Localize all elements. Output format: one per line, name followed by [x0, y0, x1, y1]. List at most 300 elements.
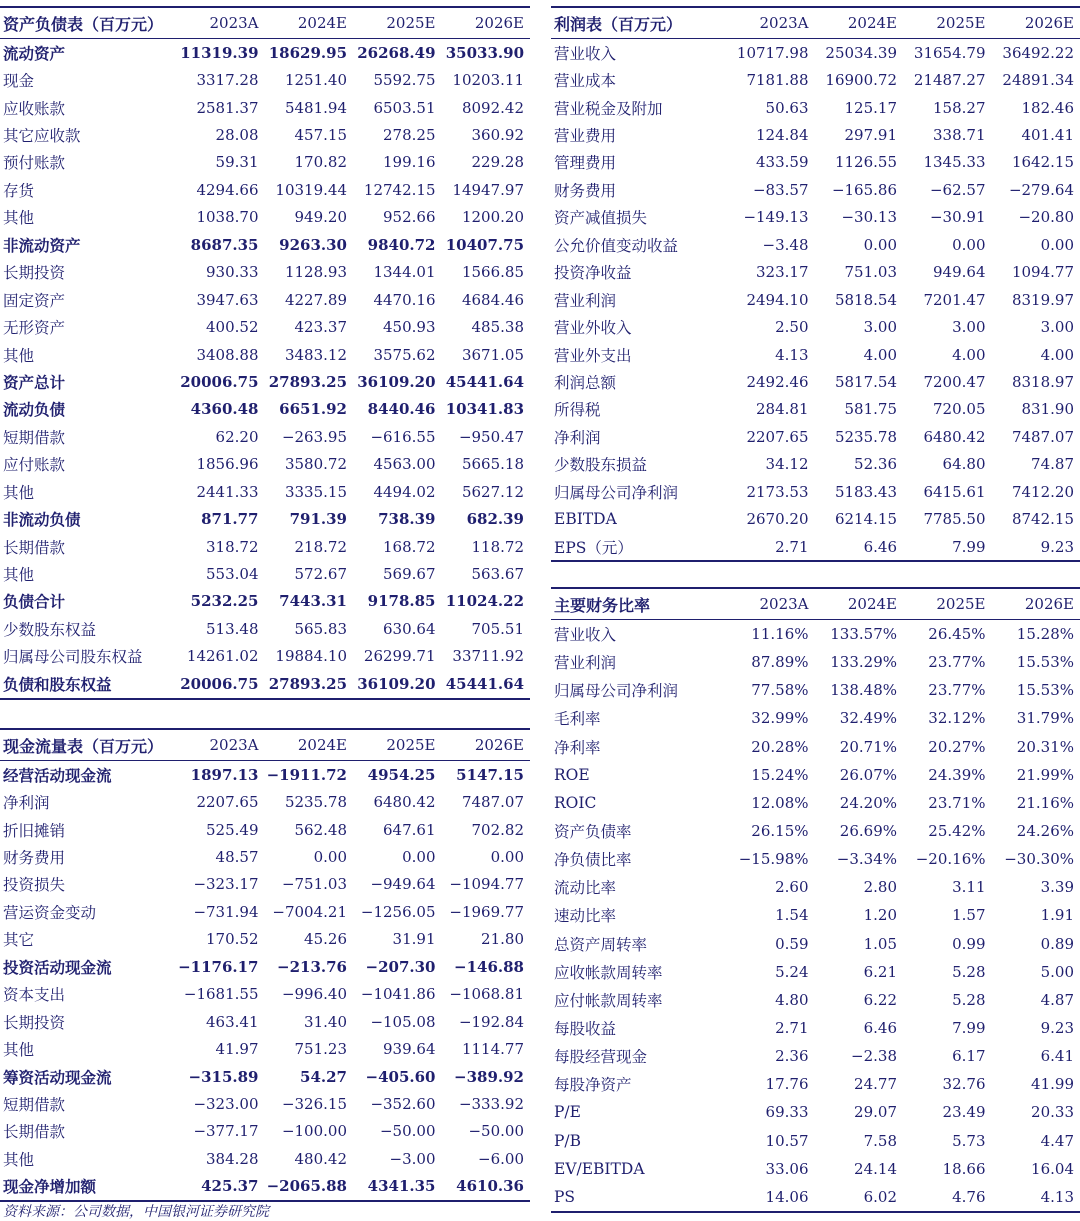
value-cell: 7.99 [903, 1014, 992, 1042]
value-cell: 2.60 [726, 873, 815, 901]
table-row [551, 873, 1080, 901]
value-cell: 18629.95 [265, 39, 354, 67]
balance-sheet-grid [0, 6, 530, 700]
value-cell: 6503.51 [353, 94, 442, 121]
value-cell: 6480.42 [903, 423, 992, 450]
value-cell: 29.07 [815, 1098, 904, 1126]
row-label: EBITDA [551, 505, 726, 532]
value-cell: 11.16% [726, 620, 815, 649]
value-cell: 2207.65 [176, 788, 265, 815]
value-cell: 5481.94 [265, 94, 354, 121]
value-cell: −1911.72 [265, 761, 354, 789]
table-row [0, 670, 530, 698]
row-label: 营业外收入 [551, 313, 726, 340]
value-cell: 74.87 [992, 451, 1080, 478]
value-cell: 32.49% [815, 704, 904, 732]
value-cell: 8319.97 [992, 286, 1080, 313]
table-row [551, 149, 1080, 176]
value-cell: −7004.21 [265, 898, 354, 925]
value-cell: −1681.55 [176, 981, 265, 1008]
year-header: 2026E [442, 7, 531, 39]
value-cell: 18.66 [903, 1155, 992, 1183]
value-cell: 4.00 [903, 341, 992, 368]
value-cell: 3408.88 [176, 341, 265, 368]
value-cell: 1.54 [726, 901, 815, 929]
value-cell: 871.77 [176, 505, 265, 532]
table-row [0, 231, 530, 258]
value-cell: 425.37 [176, 1173, 265, 1201]
table-row [551, 704, 1080, 732]
value-cell: −20.16% [903, 845, 992, 873]
row-label: EPS（元） [551, 533, 726, 561]
value-cell: 5818.54 [815, 286, 904, 313]
value-cell: 77.58% [726, 676, 815, 704]
table-row [0, 286, 530, 313]
value-cell: 5235.78 [815, 423, 904, 450]
year-header: 2024E [815, 7, 904, 39]
financial-ratios-grid [551, 587, 1080, 1213]
value-cell: 3575.62 [353, 341, 442, 368]
value-cell: 0.59 [726, 930, 815, 958]
value-cell: 553.04 [176, 560, 265, 587]
value-cell: 5.00 [992, 958, 1080, 986]
header-row [551, 7, 1080, 39]
value-cell: 24.26% [992, 817, 1080, 845]
value-cell: 64.80 [903, 451, 992, 478]
value-cell: 1856.96 [176, 451, 265, 478]
value-cell: 7785.50 [903, 505, 992, 532]
value-cell: 5235.78 [265, 788, 354, 815]
value-cell: 4.80 [726, 986, 815, 1014]
value-cell: 62.20 [176, 423, 265, 450]
value-cell: 41.97 [176, 1035, 265, 1062]
value-cell: 6214.15 [815, 505, 904, 532]
row-label: 流动资产 [0, 39, 176, 67]
row-label: 存货 [0, 176, 176, 203]
row-label: 净利润 [551, 423, 726, 450]
row-label: 筹资活动现金流 [0, 1063, 176, 1090]
value-cell: 23.77% [903, 676, 992, 704]
table-row [551, 1042, 1080, 1070]
value-cell: −3.34% [815, 845, 904, 873]
value-cell: −389.92 [442, 1063, 531, 1090]
value-cell: −149.13 [726, 204, 815, 231]
value-cell: 2.50 [726, 313, 815, 340]
value-cell: −20.80 [992, 204, 1080, 231]
value-cell: 682.39 [442, 505, 531, 532]
row-label: 现金 [0, 66, 176, 93]
value-cell: 5.28 [903, 986, 992, 1014]
row-label: 毛利率 [551, 704, 726, 732]
table-row [551, 423, 1080, 450]
value-cell: 4.00 [992, 341, 1080, 368]
value-cell: −333.92 [442, 1090, 531, 1117]
value-cell: −1068.81 [442, 981, 531, 1008]
value-cell: 0.00 [442, 843, 531, 870]
value-cell: 21.80 [442, 926, 531, 953]
table-row [0, 396, 530, 423]
table-row [0, 368, 530, 395]
value-cell: 581.75 [815, 396, 904, 423]
value-cell: 1251.40 [265, 66, 354, 93]
table-row [0, 1035, 530, 1062]
row-label: 其他 [0, 1145, 176, 1172]
row-label: 投资净收益 [551, 259, 726, 286]
row-label: 其他 [0, 478, 176, 505]
value-cell: 6.21 [815, 958, 904, 986]
value-cell: 2494.10 [726, 286, 815, 313]
value-cell: 32.99% [726, 704, 815, 732]
table-row [0, 761, 530, 789]
value-cell: 158.27 [903, 94, 992, 121]
value-cell: 4954.25 [353, 761, 442, 789]
table-row [551, 817, 1080, 845]
value-cell: 10203.11 [442, 66, 531, 93]
row-label: 公允价值变动收益 [551, 231, 726, 258]
row-label: 资产减值损失 [551, 204, 726, 231]
value-cell: −1094.77 [442, 871, 531, 898]
table-row [551, 39, 1080, 67]
value-cell: 10341.83 [442, 396, 531, 423]
table-row [551, 1155, 1080, 1183]
value-cell: 1200.20 [442, 204, 531, 231]
value-cell: 3947.63 [176, 286, 265, 313]
value-cell: 1038.70 [176, 204, 265, 231]
header-row [551, 588, 1080, 620]
value-cell: 36109.20 [353, 368, 442, 395]
value-cell: 5592.75 [353, 66, 442, 93]
row-label: 现金净增加额 [0, 1173, 176, 1201]
row-label: 其它 [0, 926, 176, 953]
value-cell: 647.61 [353, 816, 442, 843]
table-row [551, 478, 1080, 505]
value-cell: 3580.72 [265, 451, 354, 478]
year-header: 2026E [442, 729, 531, 761]
value-cell: 720.05 [903, 396, 992, 423]
value-cell: 2.71 [726, 533, 815, 561]
value-cell: 0.00 [265, 843, 354, 870]
table-row [551, 341, 1080, 368]
value-cell: 14261.02 [176, 643, 265, 670]
value-cell: −3.48 [726, 231, 815, 258]
table-row [0, 560, 530, 587]
value-cell: 24.20% [815, 789, 904, 817]
value-cell: 138.48% [815, 676, 904, 704]
row-label: 净负债比率 [551, 845, 726, 873]
value-cell: 949.20 [265, 204, 354, 231]
value-cell: 0.00 [353, 843, 442, 870]
value-cell: 433.59 [726, 149, 815, 176]
value-cell: 32.76 [903, 1070, 992, 1098]
table-row [551, 313, 1080, 340]
value-cell: 45441.64 [442, 368, 531, 395]
value-cell: −83.57 [726, 176, 815, 203]
table-row [0, 259, 530, 286]
table-row [0, 341, 530, 368]
year-header: 2026E [992, 7, 1080, 39]
value-cell: 9840.72 [353, 231, 442, 258]
value-cell: 1.05 [815, 930, 904, 958]
table-row [0, 121, 530, 148]
value-cell: −6.00 [442, 1145, 531, 1172]
value-cell: −996.40 [265, 981, 354, 1008]
value-cell: −2.38 [815, 1042, 904, 1070]
value-cell: 338.71 [903, 121, 992, 148]
row-label: 投资损失 [0, 871, 176, 898]
value-cell: 1.91 [992, 901, 1080, 929]
value-cell: 7181.88 [726, 66, 815, 93]
value-cell: 4470.16 [353, 286, 442, 313]
value-cell: 1114.77 [442, 1035, 531, 1062]
value-cell: 10319.44 [265, 176, 354, 203]
value-cell: 3671.05 [442, 341, 531, 368]
value-cell: 565.83 [265, 615, 354, 642]
value-cell: 3.00 [903, 313, 992, 340]
value-cell: 6.41 [992, 1042, 1080, 1070]
value-cell: −146.88 [442, 953, 531, 980]
value-cell: 5232.25 [176, 588, 265, 615]
value-cell: 20.28% [726, 733, 815, 761]
table-row [0, 1118, 530, 1145]
value-cell: 3.00 [992, 313, 1080, 340]
row-label: 每股收益 [551, 1014, 726, 1042]
table-row [551, 505, 1080, 532]
value-cell: −100.00 [265, 1118, 354, 1145]
value-cell: 19884.10 [265, 643, 354, 670]
value-cell: −50.00 [353, 1118, 442, 1145]
header-row [0, 729, 530, 761]
row-label: 少数股东损益 [551, 451, 726, 478]
value-cell: 1094.77 [992, 259, 1080, 286]
year-header: 2025E [903, 588, 992, 620]
row-label: P/B [551, 1127, 726, 1155]
value-cell: −207.30 [353, 953, 442, 980]
table-row [551, 761, 1080, 789]
table-row [0, 926, 530, 953]
table-title: 主要财务比率 [551, 588, 726, 620]
table-row [551, 204, 1080, 231]
table-row [0, 816, 530, 843]
row-label: 营业利润 [551, 648, 726, 676]
table-row [0, 953, 530, 980]
value-cell: 33711.92 [442, 643, 531, 670]
row-label: 速动比率 [551, 901, 726, 929]
table-row [0, 1063, 530, 1090]
table-row [551, 845, 1080, 873]
value-cell: 11319.39 [176, 39, 265, 67]
value-cell: 7443.31 [265, 588, 354, 615]
row-label: P/E [551, 1098, 726, 1126]
cash-flow-table [0, 728, 530, 1202]
value-cell: 6.46 [815, 533, 904, 561]
year-header: 2023A [726, 7, 815, 39]
row-label: 固定资产 [0, 286, 176, 313]
row-label: 所得税 [551, 396, 726, 423]
value-cell: 23.71% [903, 789, 992, 817]
value-cell: 16.04 [992, 1155, 1080, 1183]
value-cell: 41.99 [992, 1070, 1080, 1098]
value-cell: 10407.75 [442, 231, 531, 258]
value-cell: 5147.15 [442, 761, 531, 789]
value-cell: 9263.30 [265, 231, 354, 258]
value-cell: 318.72 [176, 533, 265, 560]
row-label: 少数股东权益 [0, 615, 176, 642]
value-cell: 513.48 [176, 615, 265, 642]
value-cell: 170.82 [265, 149, 354, 176]
value-cell: 0.99 [903, 930, 992, 958]
table-row [0, 898, 530, 925]
value-cell: 20.27% [903, 733, 992, 761]
value-cell: 738.39 [353, 505, 442, 532]
table-row [0, 1173, 530, 1201]
value-cell: 52.36 [815, 451, 904, 478]
value-cell: 791.39 [265, 505, 354, 532]
value-cell: 2207.65 [726, 423, 815, 450]
value-cell: 12742.15 [353, 176, 442, 203]
value-cell: 199.16 [353, 149, 442, 176]
table-row [551, 1098, 1080, 1126]
value-cell: 4.47 [992, 1127, 1080, 1155]
value-cell: −323.17 [176, 871, 265, 898]
value-cell: 24.14 [815, 1155, 904, 1183]
table-row [551, 1127, 1080, 1155]
value-cell: 20006.75 [176, 368, 265, 395]
value-cell: 118.72 [442, 533, 531, 560]
value-cell: 2492.46 [726, 368, 815, 395]
value-cell: 87.89% [726, 648, 815, 676]
value-cell: −279.64 [992, 176, 1080, 203]
value-cell: 2.80 [815, 873, 904, 901]
row-label: 营业成本 [551, 66, 726, 93]
value-cell: 125.17 [815, 94, 904, 121]
value-cell: 8687.35 [176, 231, 265, 258]
row-label: PS [551, 1183, 726, 1212]
row-label: 其他 [0, 204, 176, 231]
value-cell: 5183.43 [815, 478, 904, 505]
value-cell: 3483.12 [265, 341, 354, 368]
value-cell: −326.15 [265, 1090, 354, 1117]
value-cell: 4.87 [992, 986, 1080, 1014]
value-cell: −30.13 [815, 204, 904, 231]
value-cell: 25.42% [903, 817, 992, 845]
value-cell: 26.07% [815, 761, 904, 789]
value-cell: 563.67 [442, 560, 531, 587]
table-row [551, 176, 1080, 203]
value-cell: 952.66 [353, 204, 442, 231]
value-cell: 9.23 [992, 533, 1080, 561]
row-label: 长期投资 [0, 1008, 176, 1035]
value-cell: 15.24% [726, 761, 815, 789]
year-header: 2025E [353, 7, 442, 39]
value-cell: −50.00 [442, 1118, 531, 1145]
table-row [0, 643, 530, 670]
value-cell: 10.57 [726, 1127, 815, 1155]
table-row [551, 733, 1080, 761]
value-cell: 2670.20 [726, 505, 815, 532]
table-row [551, 1183, 1080, 1212]
value-cell: 229.28 [442, 149, 531, 176]
value-cell: 4341.35 [353, 1173, 442, 1201]
row-label: 投资活动现金流 [0, 953, 176, 980]
value-cell: 5665.18 [442, 451, 531, 478]
value-cell: 7487.07 [992, 423, 1080, 450]
row-label: 归属母公司股东权益 [0, 643, 176, 670]
row-label: 财务费用 [0, 843, 176, 870]
value-cell: 2.36 [726, 1042, 815, 1070]
value-cell: 0.89 [992, 930, 1080, 958]
value-cell: 1128.93 [265, 259, 354, 286]
row-label: 每股经营现金 [551, 1042, 726, 1070]
value-cell: 4227.89 [265, 286, 354, 313]
row-label: 归属母公司净利润 [551, 676, 726, 704]
table-row [551, 1070, 1080, 1098]
row-label: 负债和股东权益 [0, 670, 176, 698]
table-row [551, 451, 1080, 478]
value-cell: 423.37 [265, 313, 354, 340]
value-cell: 3.39 [992, 873, 1080, 901]
value-cell: −1969.77 [442, 898, 531, 925]
value-cell: 36109.20 [353, 670, 442, 698]
value-cell: 54.27 [265, 1063, 354, 1090]
value-cell: −1041.86 [353, 981, 442, 1008]
row-label: 财务费用 [551, 176, 726, 203]
row-label: 流动比率 [551, 873, 726, 901]
table-title: 利润表（百万元） [551, 7, 726, 39]
value-cell: 2173.53 [726, 478, 815, 505]
table-row [551, 121, 1080, 148]
row-label: 短期借款 [0, 423, 176, 450]
value-cell: 8092.42 [442, 94, 531, 121]
value-cell: −3.00 [353, 1145, 442, 1172]
table-row [0, 313, 530, 340]
row-label: 营业收入 [551, 620, 726, 649]
value-cell: 17.76 [726, 1070, 815, 1098]
row-label: 营业外支出 [551, 341, 726, 368]
row-label: 营业费用 [551, 121, 726, 148]
value-cell: 5627.12 [442, 478, 531, 505]
value-cell: 23.49 [903, 1098, 992, 1126]
value-cell: 1642.15 [992, 149, 1080, 176]
value-cell: 562.48 [265, 816, 354, 843]
value-cell: 572.67 [265, 560, 354, 587]
value-cell: 8742.15 [992, 505, 1080, 532]
table-row [0, 1145, 530, 1172]
row-label: 利润总额 [551, 368, 726, 395]
value-cell: 0.00 [903, 231, 992, 258]
row-label: 营业税金及附加 [551, 94, 726, 121]
value-cell: 4610.36 [442, 1173, 531, 1201]
value-cell: −2065.88 [265, 1173, 354, 1201]
value-cell: 5.73 [903, 1127, 992, 1155]
value-cell: 384.28 [176, 1145, 265, 1172]
value-cell: 14947.97 [442, 176, 531, 203]
value-cell: 4.13 [992, 1183, 1080, 1212]
value-cell: 21.99% [992, 761, 1080, 789]
value-cell: 11024.22 [442, 588, 531, 615]
value-cell: 45.26 [265, 926, 354, 953]
value-cell: 401.41 [992, 121, 1080, 148]
value-cell: 14.06 [726, 1183, 815, 1212]
value-cell: −1256.05 [353, 898, 442, 925]
row-label: EV/EBITDA [551, 1155, 726, 1183]
value-cell: 1566.85 [442, 259, 531, 286]
value-cell: −263.95 [265, 423, 354, 450]
value-cell: −950.47 [442, 423, 531, 450]
row-label: 净利率 [551, 733, 726, 761]
row-label: 应收帐款周转率 [551, 958, 726, 986]
value-cell: 2581.37 [176, 94, 265, 121]
value-cell: −323.00 [176, 1090, 265, 1117]
